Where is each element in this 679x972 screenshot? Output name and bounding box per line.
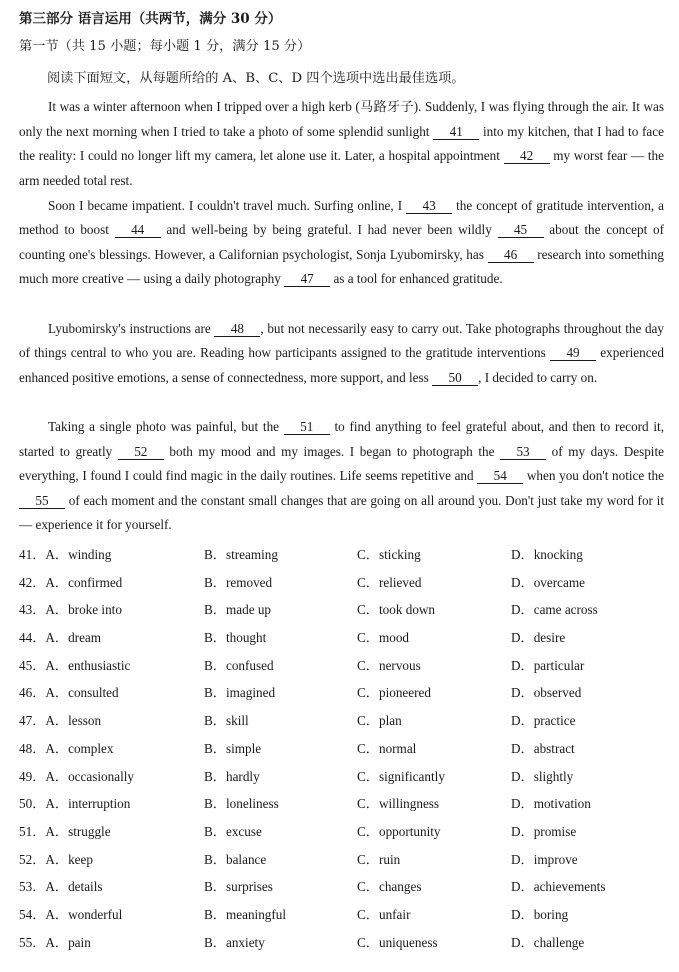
passage-text: of my days. Despite everything, I found I could find magic in the daily routines. Life seems repetitive and — [19, 443, 664, 484]
passage-text: research into something much more creative — using a daily photography — [19, 246, 664, 287]
blank-48: 48 — [214, 322, 260, 337]
options-list — [19, 540, 664, 955]
option-a: 49．A．occasionally — [19, 768, 134, 784]
question-options-47 — [19, 706, 664, 734]
blank-49: 49 — [550, 346, 596, 361]
option-b: B．hardly — [204, 768, 260, 784]
option-b: B．imagined — [204, 685, 276, 701]
blank-51: 51 — [284, 420, 330, 435]
blank-53: 53 — [500, 445, 546, 460]
option-d: D．particular — [511, 657, 585, 673]
option-a: 45．A．enthusiastic — [19, 657, 131, 673]
option-b: B．confused — [204, 657, 274, 673]
question-options-41 — [19, 540, 664, 568]
question-options-54 — [19, 900, 664, 928]
option-b: B．removed — [204, 574, 273, 590]
option-b: B．made up — [204, 602, 272, 618]
passage-text: of each moment and the constant small changes that are going on all around you. Don't just take my word for it — experience it for yourself. — [19, 492, 664, 533]
option-c: C．normal — [357, 740, 417, 756]
option-c: C．changes — [357, 879, 422, 895]
option-a: 43．A．broke into — [19, 602, 122, 618]
option-b: B．balance — [204, 851, 267, 867]
blank-43: 43 — [406, 199, 452, 214]
passage-text: , but not necessarily easy to carry out. Take photographs throughout the day of things central to who you are. Reading how participants assigned to the gratitude interventions — [19, 320, 664, 361]
option-a: 55．A．pain — [19, 934, 91, 950]
passage-text: to find anything to feel grateful about, and then to record it, started to greatly — [19, 419, 664, 459]
question-options-51 — [19, 817, 664, 845]
option-a: 52．A．keep — [19, 851, 93, 867]
option-c: C．mood — [357, 630, 410, 646]
passage-text: , I decided to carry on. — [478, 369, 598, 385]
question-options-52 — [19, 845, 664, 873]
blank-54: 54 — [477, 469, 523, 484]
option-b: B．thought — [204, 630, 267, 646]
option-b: B．meaningful — [204, 906, 287, 922]
subsection-title: 第一节（共 15 小题；每小题 1 分，满分 15 分） — [19, 39, 311, 54]
option-c: C．sticking — [357, 547, 421, 562]
option-d: D．abstract — [511, 740, 575, 756]
question-options-44 — [19, 623, 664, 651]
question-options-50 — [19, 789, 664, 817]
passage-text: the concept of gratitude intervention, a method to boost — [19, 197, 664, 238]
blank-55: 55 — [19, 494, 65, 509]
passage-text: Lyubomirsky's instructions are — [48, 320, 215, 336]
option-c: C．ruin — [357, 851, 401, 867]
passage-text: into my kitchen, that I had to face the reality: I could no longer lift my camera, let alone use it. Later, a hospital appointment — [19, 123, 664, 164]
passage-paragraph-2 — [19, 194, 664, 292]
question-options-45 — [19, 651, 664, 679]
option-d: D．boring — [511, 906, 569, 922]
passage-text: Taking a single photo was painful, but the — [48, 419, 284, 434]
passage-text: as a tool for enhanced gratitude. — [330, 271, 503, 287]
question-options-53 — [19, 872, 664, 900]
option-c: C．uniqueness — [357, 934, 438, 950]
passage-paragraph-1 — [19, 95, 664, 193]
option-d: D．challenge — [511, 934, 585, 950]
option-b: B．surprises — [204, 879, 273, 895]
blank-52: 52 — [118, 445, 164, 460]
question-options-42 — [19, 568, 664, 596]
passage-text: experienced enhanced positive emotions, a sense of connectedness, more support, and less — [19, 345, 665, 385]
passage-text: and well-being by being grateful. I had never been wildly — [160, 222, 498, 238]
blank-46: 46 — [488, 248, 534, 263]
passage-paragraph-3 — [19, 317, 664, 391]
passage-text: about the concept of counting one's blessings. However, a Californian psychologist, Sonja Lyubomirsky, has — [19, 222, 664, 262]
blank-44: 44 — [115, 223, 161, 238]
option-c: C．unfair — [357, 906, 411, 922]
option-c: C．took down — [357, 602, 436, 618]
passage-text: Soon I became impatient. I couldn't travel much. Surfing online, I — [48, 197, 407, 213]
passage-text: both my mood and my images. I began to photograph the — [163, 443, 501, 459]
option-d: D．improve — [511, 851, 578, 867]
option-c: C．nervous — [357, 657, 421, 673]
option-b: B．excuse — [204, 823, 262, 839]
option-c: C．opportunity — [357, 823, 441, 839]
option-a: 42．A．confirmed — [19, 574, 123, 590]
question-options-48 — [19, 734, 664, 762]
option-c: C．relieved — [357, 574, 422, 590]
option-a: 48．A．complex — [19, 740, 114, 756]
instruction-text: 阅读下面短文，从每题所给的 A、B、C、D 四个选项中选出最佳选项。 — [47, 71, 465, 86]
passage-text: when you don't notice the — [523, 468, 664, 484]
option-a: 44．A．dream — [19, 630, 102, 646]
option-a: 47．A．lesson — [19, 713, 102, 729]
option-c: C．pioneered — [357, 685, 431, 701]
blank-47: 47 — [284, 272, 330, 287]
option-d: D．promise — [511, 823, 577, 839]
option-d: D．desire — [511, 630, 566, 646]
question-options-55 — [19, 928, 664, 956]
blank-41: 41 — [433, 125, 479, 140]
option-a: 53．A．details — [19, 879, 103, 895]
option-d: D．practice — [511, 713, 576, 729]
option-c: C．plan — [357, 713, 402, 729]
blank-45: 45 — [498, 223, 544, 238]
option-d: D．came across — [511, 602, 598, 618]
option-a: 41．A．winding — [19, 547, 112, 562]
blank-42: 42 — [504, 149, 550, 164]
option-b: B．skill — [204, 713, 249, 729]
option-d: D．knocking — [511, 547, 583, 562]
question-options-43 — [19, 595, 664, 623]
question-options-46 — [19, 678, 664, 706]
option-a: 54．A．wonderful — [19, 906, 123, 922]
passage-text: my worst fear — the arm needed total rest. — [19, 148, 664, 188]
option-d: D．overcame — [511, 574, 585, 590]
option-a: 50．A．interruption — [19, 796, 131, 812]
option-d: D．motivation — [511, 796, 591, 812]
option-a: 46．A．consulted — [19, 685, 119, 701]
option-b: B．simple — [204, 740, 262, 756]
option-b: B．anxiety — [204, 934, 265, 950]
option-b: B．loneliness — [204, 796, 279, 812]
section-title: 第三部分 语言运用（共两节，满分 30 分） — [19, 11, 282, 27]
option-c: C．willingness — [357, 796, 440, 812]
option-d: D．slightly — [511, 768, 574, 784]
option-a: 51．A．struggle — [19, 823, 111, 839]
option-c: C．significantly — [357, 768, 445, 784]
option-b: B．streaming — [204, 547, 278, 562]
blank-50: 50 — [432, 371, 478, 386]
option-d: D．achievements — [511, 879, 606, 895]
passage-paragraph-4 — [19, 415, 664, 538]
question-options-49 — [19, 762, 664, 790]
option-d: D．observed — [511, 685, 582, 701]
passage-text: It was a winter afternoon when I tripped over a high kerb (马路牙子). Suddenly, I was flying through the air. It was only the next morning when I tried to take a photo of some splendid sunlight — [19, 99, 664, 139]
